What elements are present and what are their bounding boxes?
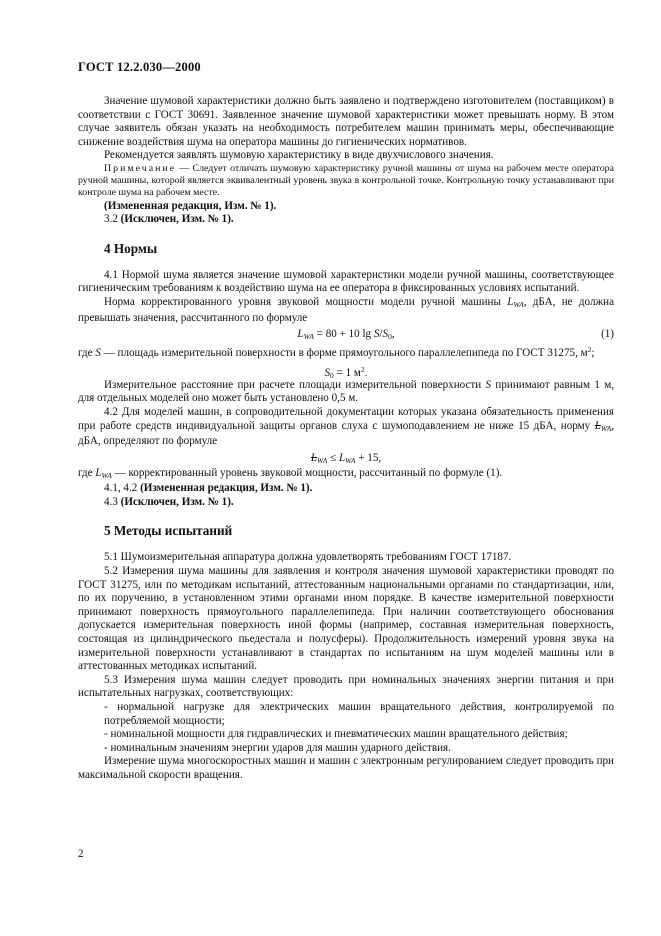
superscript: 2 — [360, 364, 365, 374]
paragraph-5-1: 5.1 Шумоизмерительная аппаратура должна удовлетворять требованиям ГОСТ 17187. — [104, 551, 512, 564]
document-header: ГОСТ 12.2.030—2000 — [78, 60, 201, 74]
text-part: — корректированный уровень звуковой мощности, рассчитанный по формуле (1). — [111, 466, 503, 479]
paragraph-4-1: 4.1 Нормой шума является значение шумовой характеристики модели ручной машины, соответствующее гигиеническим требованиям к воздействию шума на ее оператора в фиксированных условиях испытаний. — [78, 268, 614, 295]
symbol-L: L — [95, 466, 102, 479]
formula-2 — [78, 449, 614, 467]
clause-number: 3.2 — [104, 213, 118, 226]
symbol-sub: 0 — [330, 370, 334, 380]
symbol-S: S — [373, 328, 380, 341]
clause-3-2 — [78, 213, 614, 227]
symbol-S: S — [485, 378, 492, 391]
text-part: 4.2 Для моделей машин, в сопроводительной документации которых указана обязательность применения при работе средств индивидуальной защиты органов слуха с шумоподавлением не ниже 15 дБА, норму — [78, 405, 614, 432]
symbol-S: S — [95, 347, 101, 360]
formula-text: , — [391, 328, 395, 341]
symbol-sub: WA — [345, 455, 356, 465]
clause-status: (Исключен, Изм. № 1). — [120, 495, 234, 508]
formula-text: = 1 м — [333, 366, 361, 379]
paragraph-4-2 — [78, 406, 614, 449]
paragraph-5-3: 5.3 Измерения шума машин следует проводить при номинальных значениях энергии питания и при испытательных нагрузках, соответствующих: — [78, 673, 614, 700]
clause-status: (Исключен, Изм. № 1). — [120, 213, 234, 226]
paragraph-multispeed: Измерение шума многоскоростных машин и машин с электронным регулированием следует проводить при максимальной скорости вращения. — [78, 755, 614, 781]
symbol-sub: WA — [317, 455, 328, 465]
amendment-4-1-4-2 — [78, 482, 614, 496]
text-part: ; — [591, 347, 595, 360]
paragraph-recommendation: Рекомендуется заявлять шумовую характеристику в виде двухчислового значения. — [104, 149, 494, 162]
note-text: — Следует отличать шумовую характеристику ручной машины от шума на рабочем месте оператора ручной машины, которой является эквивалентный уровень звука в контрольной точке. Контрольную точку устанавливают при контроле шума на рабочем месте. — [78, 162, 614, 199]
symbol-S: S — [324, 366, 331, 379]
text-part: где — [78, 347, 96, 360]
text-part: Норма корректированного уровня звуковой мощности модели ручной машины — [104, 295, 508, 308]
formula-text: + 15, — [355, 451, 382, 464]
text-part: , дБА, определяют по формуле — [78, 419, 614, 448]
clause-status: (Измененная редакция, Изм. № 1). — [140, 482, 313, 495]
text-part: Измерительное расстояние при расчете площади измерительной поверхности — [104, 378, 486, 391]
amendment-note: (Измененная редакция, Изм. № 1). — [104, 199, 277, 212]
section-5-title: 5 Методы испытаний — [104, 523, 233, 539]
formula-text: = 80 + 10 lg — [313, 328, 374, 341]
paragraph-norm-level — [78, 296, 614, 325]
list-item: - номинальной мощности для гидравлических и пневматических машин вращательного действия; — [104, 728, 568, 741]
symbol-sub: WA — [600, 423, 612, 433]
symbol-S0: S — [382, 328, 389, 341]
symbol-L: L — [297, 328, 304, 341]
symbol-L-struck: L — [310, 451, 318, 464]
symbol-sub: WA — [513, 299, 524, 309]
page — [78, 60, 614, 783]
superscript: 2 — [587, 345, 592, 355]
symbol-L: L — [338, 451, 346, 464]
clause-number: 4.3 — [104, 495, 118, 508]
symbol-L: L — [507, 295, 514, 308]
formula-number: (1) — [601, 328, 614, 341]
list-item: - номинальным значениям энергии ударов для машин ударного действия. — [104, 741, 451, 754]
symbol-sub: 0 — [388, 332, 392, 342]
symbol-L-struck: L — [594, 419, 601, 432]
text-part: — площадь измерительной поверхности в форме прямоугольного параллелепипеда по ГОСТ 31275, м — [100, 347, 588, 360]
paragraph-declaration: Значение шумовой характеристики должно быть заявлено и подтверждено изготовителем (поставщиком) в соответствии с ГОСТ 30691. Заявленное значение шумовой характеристики может превышать норму. В этом случае заявитель обязан указать на необходимость потребителем машин принимать меры, обеспечивающие снижение воздействия шума на оператора машины до гигиенических нормативов. — [78, 95, 614, 148]
symbol-sub: WA — [303, 332, 314, 342]
formula-1 — [78, 325, 614, 343]
formula-slash: / — [379, 328, 383, 341]
formula-S0 — [78, 361, 614, 379]
text-part: где — [78, 466, 96, 479]
note-label: Примечание — [104, 162, 177, 174]
page-number: 2 — [78, 848, 84, 860]
symbol-sub: WA — [101, 470, 112, 480]
section-4-title: 4 Нормы — [104, 240, 158, 256]
formula-text: . — [364, 366, 368, 379]
paragraph-5-2: 5.2 Измерения шума машины для заявления и контроля значения шумовой характеристики проводят по ГОСТ 31275, или по методикам испытаний, аттестованным национальными органами по стандартизации, или, по их поручению, в установленном этими органами ином порядке. В качестве измерительной поверхности принимают поверхность прямоугольного параллелепипеда. При наличии соответствующего обоснования допускается измерительная поверхность иной формы (например, составная измерительная поверхность, состоящая из цилиндрического пьедестала и полусферы). Продолжительность измерений уровня звука на измерительной поверхности устанавливают в стандартах по испытаниям на шум моделей машины или в аттестованных методиках испытаний. — [78, 565, 614, 673]
note — [78, 163, 614, 200]
text-part: принимают равным 1 м, для отдельных моделей оно может быть установлено 0,5 м. — [78, 378, 614, 405]
text-part: , дБА, не должна превышать значения, рассчитанного по формуле — [78, 295, 615, 324]
clause-4-3 — [78, 496, 614, 510]
list-item: - нормальной нагрузке для электрических машин вращательного действия, контролируемой по потребляемой мощности; — [104, 701, 614, 727]
clause-number: 4.1, 4.2 — [104, 482, 138, 495]
formula-text: ≤ — [327, 451, 339, 464]
